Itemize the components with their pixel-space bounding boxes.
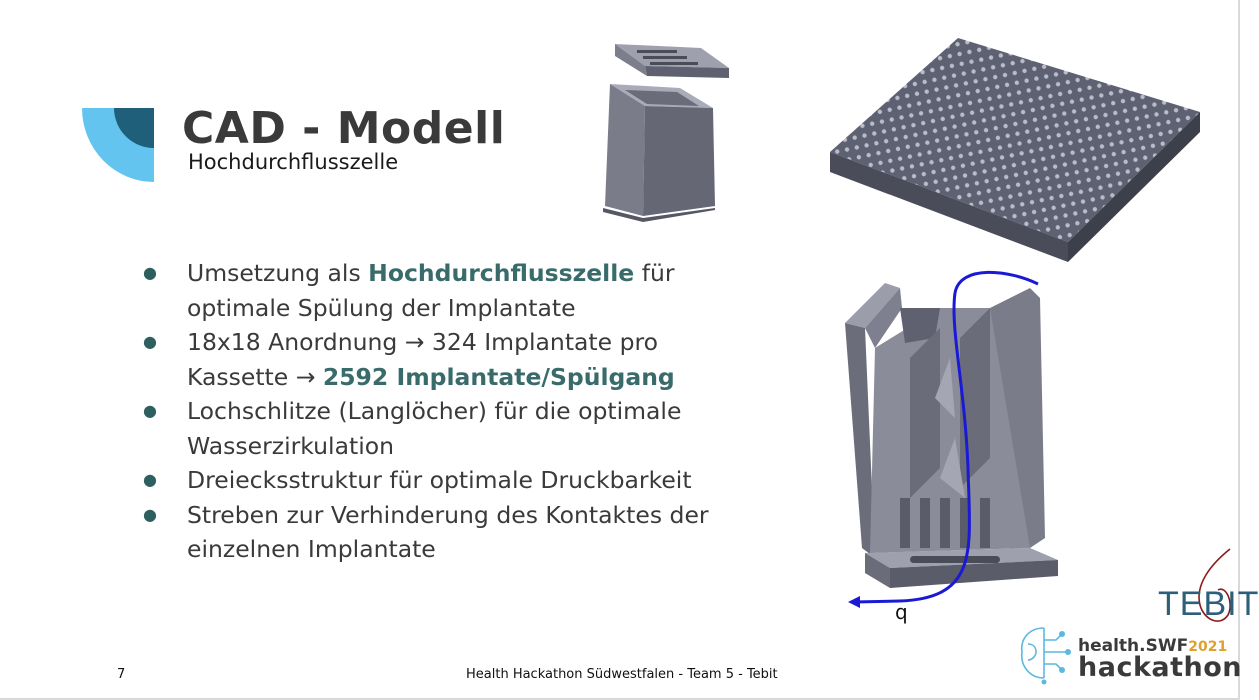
quarter-circle-decoration — [82, 108, 154, 182]
cad-cell-exploded-image — [595, 38, 735, 238]
hackathon-logo-bottom: hackathon — [1078, 652, 1243, 683]
bullet-item: ● Dreiecksstruktur für optimale Druckbarkeit — [140, 463, 740, 498]
slide-subtitle: Hochdurchflusszelle — [188, 150, 399, 174]
cad-cassette-grid-image — [828, 36, 1202, 264]
footer-text: Health Hackathon Südwestfalen - Team 5 - Tebit — [466, 667, 778, 682]
bullet-item: ● 18x18 Anordnung → 324 Implantate pro Kassette → 2592 Implantate/Spülgang — [140, 325, 740, 394]
highlight-text: 2592 Implantate/Spülgang — [322, 362, 675, 391]
tebit-logo: TEBIT — [1158, 585, 1259, 623]
flow-label: q — [895, 600, 908, 624]
flow-arrowhead — [848, 596, 860, 608]
bullet-item: ● Umsetzung als Hochdurchflusszelle für optimale Spülung der Implantate — [140, 256, 740, 325]
slide-title: CAD - Modell — [182, 103, 506, 154]
brain-circuit-icon — [1016, 622, 1078, 686]
hackathon-logo-top: health.SWF2021 — [1078, 636, 1228, 656]
bullet-item: ● Streben zur Verhinderung des Kontaktes der einzelnen Implantate — [140, 498, 740, 567]
page-number: 7 — [117, 667, 126, 682]
cad-cell-section-image — [840, 268, 1070, 618]
bullet-item: ● Lochschlitze (Langlöcher) für die optimale Wasserzirkulation — [140, 394, 740, 463]
bullet-list — [140, 256, 740, 567]
highlight-text: Hochdurchflusszelle — [368, 259, 635, 287]
